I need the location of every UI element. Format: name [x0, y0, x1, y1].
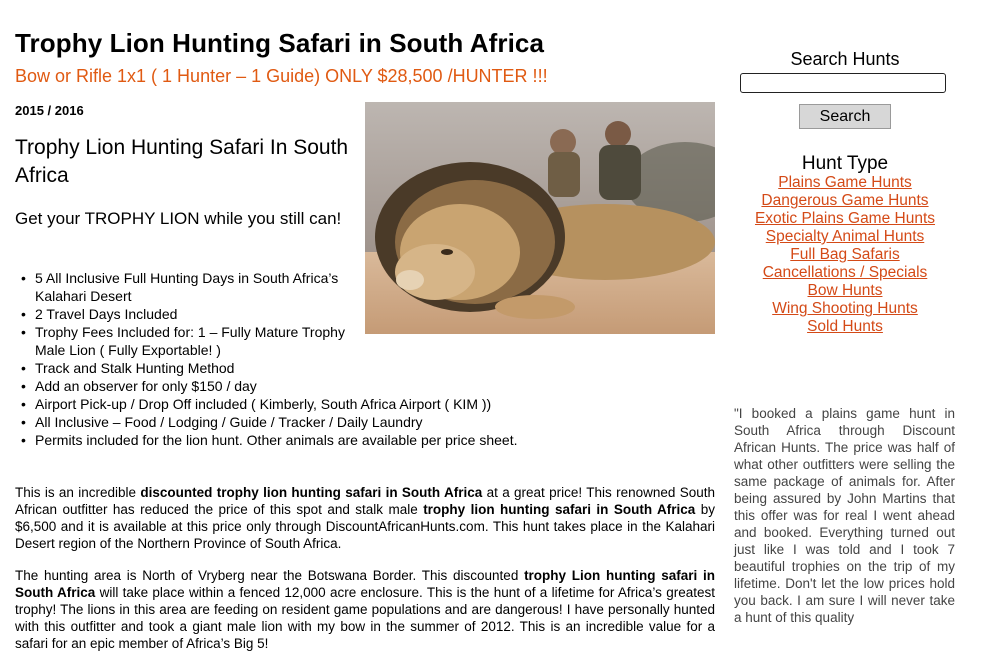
promo-text: Get your TROPHY LION while you still can!: [15, 209, 342, 228]
hunt-type-list: [740, 174, 950, 336]
paragraph-text: by $6,500 and it is available at this price only through DiscountAfricanHunts.com. This hunt takes place in the Kalahari Desert region of the Northern Province of South Africa.: [15, 502, 715, 551]
paragraph-emphasis: trophy lion hunting safari in South Africa: [423, 502, 696, 517]
list-item: • Add an observer for only $150 / day: [15, 377, 635, 395]
search-input[interactable]: [740, 73, 946, 93]
hunt-link-specialty-animal[interactable]: Specialty Animal Hunts: [765, 228, 925, 245]
hunt-type-heading: Hunt Type: [801, 153, 889, 174]
hunt-link-bow-hunts[interactable]: Bow Hunts: [807, 282, 883, 299]
paragraph-emphasis: discounted trophy lion hunting safari in South Africa: [140, 485, 483, 500]
feature-list: [15, 269, 635, 449]
paragraph-text: at a great price! This renowned South African outfitter has reduced the price of this spot and stalk male: [15, 485, 715, 517]
paragraph-text: This is an incredible: [15, 485, 141, 500]
page-title: Trophy Lion Hunting Safari in South Africa: [15, 28, 545, 58]
hunt-link-dangerous-game[interactable]: Dangerous Game Hunts: [761, 192, 929, 209]
hunt-link-full-bag-safaris[interactable]: Full Bag Safaris: [790, 246, 900, 263]
paragraph-emphasis: trophy Lion hunting safari in South Africa: [15, 568, 715, 600]
search-button[interactable]: Search: [799, 104, 891, 129]
paragraph-text: The hunting area is North of Vryberg near the Botswana Border. This discounted: [15, 568, 525, 583]
list-item: • All Inclusive – Food / Lodging / Guide / Tracker / Daily Laundry: [15, 413, 635, 431]
list-item: • Permits included for the lion hunt. Other animals are available per price sheet.: [15, 431, 635, 449]
list-item: • Trophy Fees Included for: 1 – Fully Mature Trophy Male Lion ( Fully Exportable! ): [15, 323, 365, 359]
hunt-link-wing-shooting[interactable]: Wing Shooting Hunts: [772, 300, 918, 317]
list-item: • Track and Stalk Hunting Method: [15, 359, 635, 377]
list-item: • 5 All Inclusive Full Hunting Days in South Africa’s Kalahari Desert: [15, 269, 365, 305]
hunt-link-sold-hunts[interactable]: Sold Hunts: [807, 318, 883, 335]
season-year: 2015 / 2016: [15, 103, 84, 118]
search-label: Search Hunts: [790, 49, 900, 69]
hunt-link-plains-game[interactable]: Plains Game Hunts: [778, 174, 912, 191]
paragraph-text: will take place within a fenced 12,000 acre enclosure. This is the hunt of a lifetime for Africa’s greatest trophy! The lions in this area are feeding on resident game populations and are dangerous! I have personally hunted with this outfitter and took a giant male lion with my bow in the summer of 2012. This is an incredible value for a safari for an epic member of Africa’s Big 5!: [15, 585, 715, 651]
hunt-link-exotic-plains-game[interactable]: Exotic Plains Game Hunts: [754, 210, 936, 227]
main-heading: Trophy Lion Hunting Safari In South Africa: [15, 136, 349, 187]
price-subtitle: Bow or Rifle 1x1 ( 1 Hunter – 1 Guide) ONLY $28,500 /HUNTER !!!: [15, 66, 548, 86]
list-item: • 2 Travel Days Included: [15, 305, 635, 323]
description-paragraph-2: [15, 567, 715, 652]
description-paragraph-1: [15, 484, 715, 552]
testimonial-quote: "I booked a plains game hunt in South Africa through Discount African Hunts. The price was half of what other outfitters were selling the same package of animals for. After being assured by John Martins that this offer was for real I went ahead and booked. Everything turned out just like I was told and I took 7 beautiful trophies on the trip of my lifetime. Don't let the low prices hold you back. I am sure I will never take a hunt of this quality: [734, 406, 955, 625]
hunt-link-cancellations-specials[interactable]: Cancellations / Specials: [762, 264, 928, 281]
list-item: • Airport Pick-up / Drop Off included ( Kimberly, South Africa Airport ( KIM )): [15, 395, 635, 413]
